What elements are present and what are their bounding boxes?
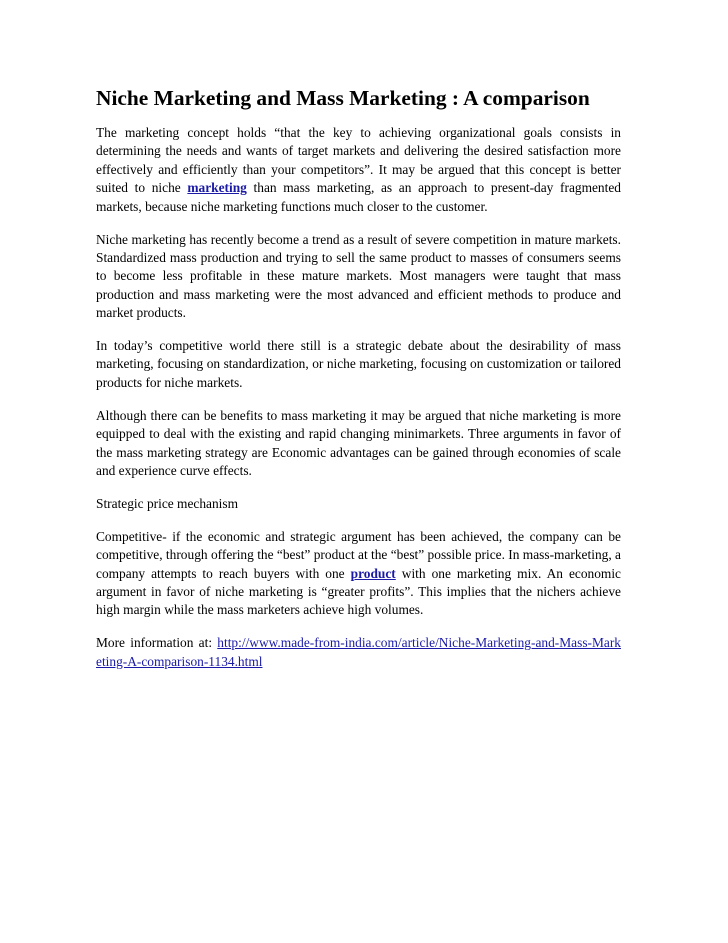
document-page [96, 84, 621, 686]
paragraph-strategic-debate: In today’s competitive world there still is a strategic debate about the desirability of mass marketing, focusing on standardization, or niche marketing, focusing on customization or tailored products for niche markets. [96, 338, 621, 390]
paragraph-price-mechanism: Strategic price mechanism [96, 495, 239, 511]
paragraph-text: Competitive- if the economic and strategic argument has been achieved, the company can be competitive, through offering the “best” product at the “best” possible price. In mass-marketing, a company attempts to reach buyers with one [96, 528, 621, 581]
more-info-label: More information at: [96, 635, 218, 651]
paragraph-text: than mass marketing, as an approach to present-day fragmented markets, because niche marketing functions much closer to the customer. [96, 180, 621, 214]
document-title: Niche Marketing and Mass Marketing : A comparison [96, 86, 590, 110]
paragraph-competitive [96, 528, 621, 620]
article-url-link[interactable]: http://www.made-from-india.com/article/Niche-Marketing-and-Mass-Marketing-A-comparison-1134.html [96, 635, 621, 669]
product-link[interactable]: product [350, 565, 396, 581]
paragraph-marketing-concept [96, 124, 621, 216]
paragraph-niche-trend: Niche marketing has recently become a trend as a result of severe competition in mature markets. Standardized mass production and trying to sell the same product to masses of consumers seems to become less profitable in these mature markets. Most managers were taught that mass production and mass marketing were the most advanced and efficient methods to produce and market products. [96, 231, 621, 321]
paragraph-text: The marketing concept holds “that the key to achieving organizational goals consists in determining the needs and wants of target markets and delivering the desired satisfaction more effectively and efficiently than your competitors”. It may be argued that this concept is better suited to niche [96, 125, 621, 196]
paragraph-text: with one marketing mix. An economic argument in favor of niche marketing is “greater profits”. This implies that the nichers achieve high margin while the mass marketers achieve high volumes. [96, 565, 621, 618]
more-information [96, 634, 621, 671]
paragraph-mass-benefits: Although there can be benefits to mass marketing it may be argued that niche marketing is more equipped to deal with the existing and rapid changing minimarkets. Three arguments in favor of the mass marketing strategy are Economic advantages can be gained through economies of scale and experience curve effects. [96, 407, 621, 478]
marketing-link[interactable]: marketing [187, 180, 247, 196]
